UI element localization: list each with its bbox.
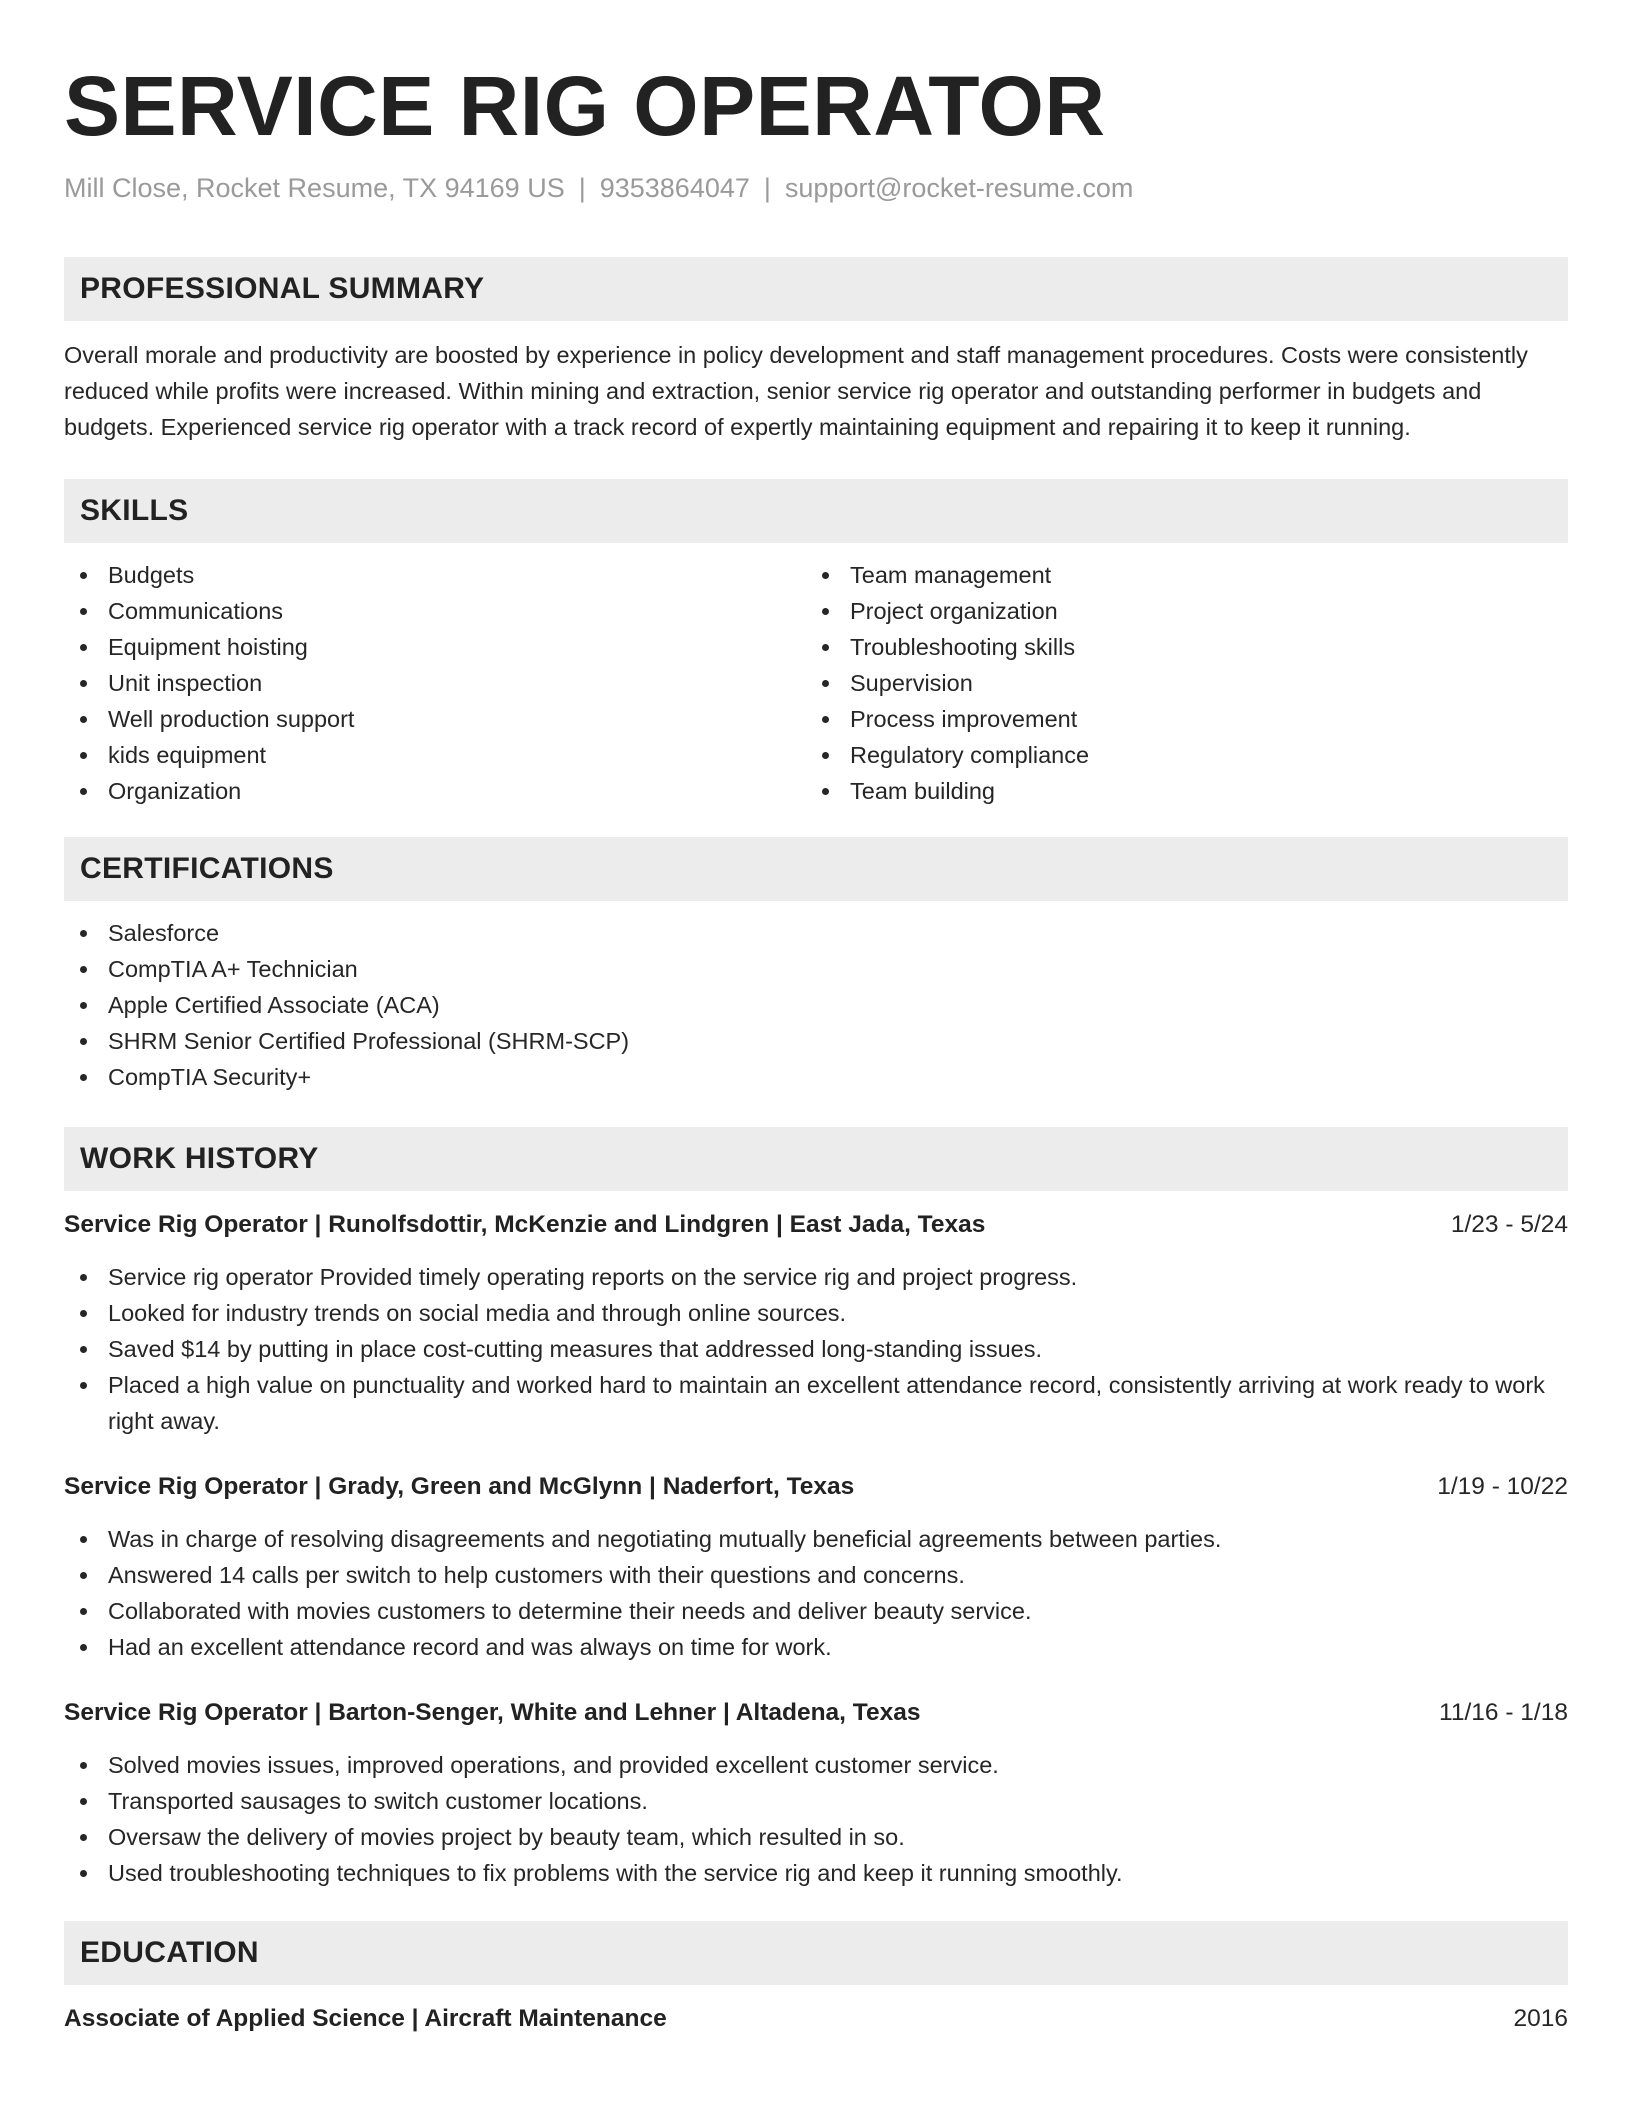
section-header-skills: SKILLS xyxy=(64,479,1568,543)
skill-item: Organization xyxy=(64,773,806,809)
skill-item: kids equipment xyxy=(64,737,806,773)
job-header xyxy=(64,1469,1568,1505)
job-title: Service Rig Operator | Grady, Green and McGlynn | Naderfort, Texas xyxy=(64,1473,855,1500)
job-bullets xyxy=(64,1747,1568,1891)
job-bullet: Service rig operator Provided timely operating reports on the service rig and project progress. xyxy=(64,1259,1568,1295)
job-entry xyxy=(64,1695,1568,1891)
skill-item: Team building xyxy=(806,773,1548,809)
skills-grid xyxy=(64,557,1568,809)
contact-separator: | xyxy=(763,173,771,203)
skill-item: Budgets xyxy=(64,557,806,593)
skill-item: Communications xyxy=(64,593,806,629)
skill-item: Equipment hoisting xyxy=(64,629,806,665)
job-bullet: Collaborated with movies customers to determine their needs and deliver beauty service. xyxy=(64,1593,1568,1629)
skill-item: Team management xyxy=(806,557,1548,593)
section-header-summary: PROFESSIONAL SUMMARY xyxy=(64,257,1568,321)
candidate-name: SERVICE RIG OPERATOR xyxy=(64,59,1106,153)
certification-item: SHRM Senior Certified Professional (SHRM-SCP) xyxy=(64,1023,1568,1059)
job-bullet: Had an excellent attendance record and was always on time for work. xyxy=(64,1629,1568,1665)
job-title: Service Rig Operator | Barton-Senger, White and Lehner | Altadena, Texas xyxy=(64,1699,921,1726)
contact-line xyxy=(64,170,1568,206)
skill-item: Project organization xyxy=(806,593,1548,629)
job-bullet: Was in charge of resolving disagreements and negotiating mutually beneficial agreements between parties. xyxy=(64,1521,1568,1557)
job-dates: 11/16 - 1/18 xyxy=(1439,1699,1568,1726)
skill-item: Regulatory compliance xyxy=(806,737,1548,773)
job-bullet: Solved movies issues, improved operations, and provided excellent customer service. xyxy=(64,1747,1568,1783)
job-bullet: Looked for industry trends on social media and through online sources. xyxy=(64,1295,1568,1331)
job-bullets xyxy=(64,1521,1568,1665)
section-header-work-history: WORK HISTORY xyxy=(64,1127,1568,1191)
skill-item: Process improvement xyxy=(806,701,1548,737)
job-header xyxy=(64,1207,1568,1243)
job-dates: 1/23 - 5/24 xyxy=(1450,1211,1568,1238)
job-entry xyxy=(64,1469,1568,1665)
job-entry xyxy=(64,1207,1568,1439)
skill-item: Troubleshooting skills xyxy=(806,629,1548,665)
education-degree: Associate of Applied Science | Aircraft Maintenance xyxy=(64,2005,667,2032)
contact-address: Mill Close, Rocket Resume, TX 94169 US xyxy=(64,173,565,203)
resume-page xyxy=(64,0,1568,2037)
job-bullets xyxy=(64,1259,1568,1439)
skill-item: Well production support xyxy=(64,701,806,737)
contact-phone: 9353864047 xyxy=(599,173,750,203)
job-bullet: Saved $14 by putting in place cost-cutting measures that addressed long-standing issues. xyxy=(64,1331,1568,1367)
skill-item: Supervision xyxy=(806,665,1548,701)
certification-item: Salesforce xyxy=(64,915,1568,951)
job-dates: 1/19 - 10/22 xyxy=(1437,1473,1568,1500)
job-bullet: Oversaw the delivery of movies project by beauty team, which resulted in so. xyxy=(64,1819,1568,1855)
job-bullet: Transported sausages to switch customer locations. xyxy=(64,1783,1568,1819)
certification-item: CompTIA A+ Technician xyxy=(64,951,1568,987)
job-header xyxy=(64,1695,1568,1731)
skills-right-column xyxy=(806,557,1548,809)
contact-email: support@rocket-resume.com xyxy=(784,173,1134,203)
certification-item: Apple Certified Associate (ACA) xyxy=(64,987,1568,1023)
job-bullet: Answered 14 calls per switch to help customers with their questions and concerns. xyxy=(64,1557,1568,1593)
job-title: Service Rig Operator | Runolfsdottir, McKenzie and Lindgren | East Jada, Texas xyxy=(64,1211,986,1238)
summary-text: Overall morale and productivity are boosted by experience in policy development and staff management procedures. Costs were consistently reduced while profits were increased. Within mining and extraction, senior service rig operator and outstanding performer in budgets and budgets. Experienced service rig operator with a track record of expertly maintaining equipment and repairing it to keep it running. xyxy=(64,342,1528,440)
skill-item: Unit inspection xyxy=(64,665,806,701)
education-year: 2016 xyxy=(1513,2005,1568,2032)
job-bullet: Placed a high value on punctuality and worked hard to maintain an excellent attendance record, consistently arriving at work ready to work right away. xyxy=(64,1367,1568,1439)
contact-separator: | xyxy=(578,173,586,203)
job-bullet: Used troubleshooting techniques to fix problems with the service rig and keep it running smoothly. xyxy=(64,1855,1568,1891)
section-header-certifications: CERTIFICATIONS xyxy=(64,837,1568,901)
certification-item: CompTIA Security+ xyxy=(64,1059,1568,1095)
education-entry xyxy=(64,2001,1568,2037)
section-header-education: EDUCATION xyxy=(64,1921,1568,1985)
certifications-list xyxy=(64,915,1568,1095)
skills-left-column xyxy=(64,557,806,809)
